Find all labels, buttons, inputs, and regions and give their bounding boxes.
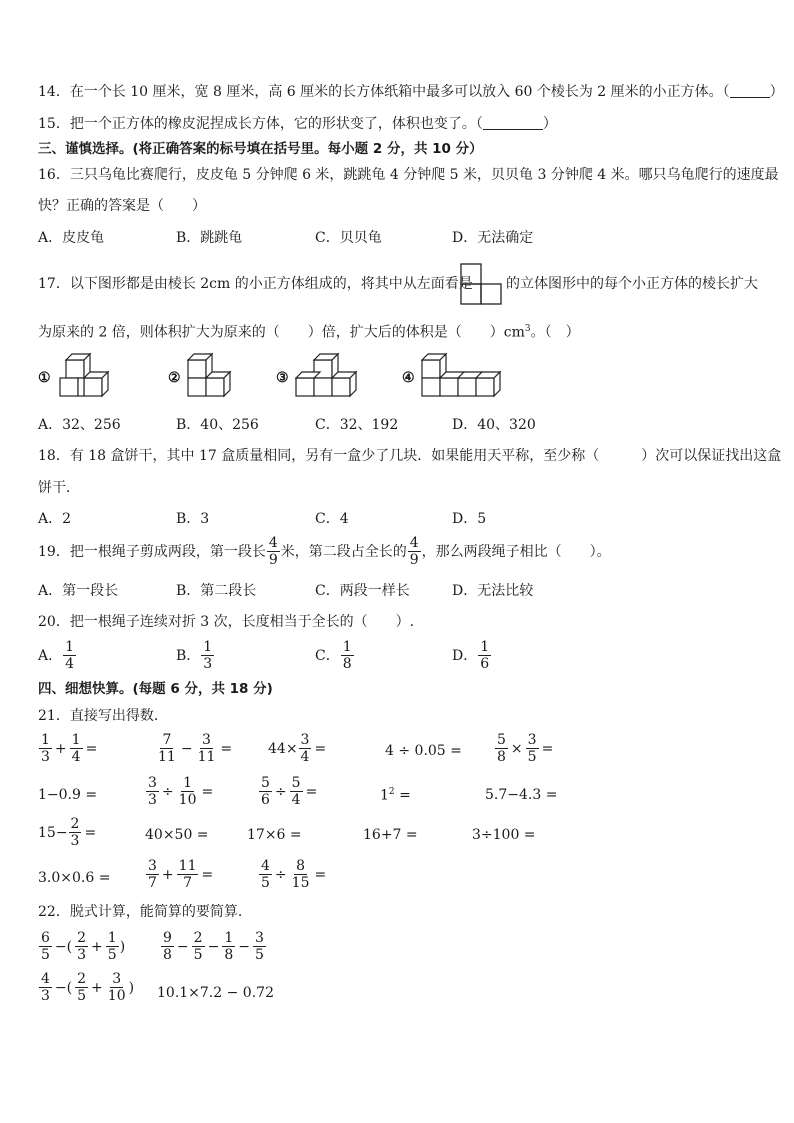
option-d[interactable]: D．无法确定 [452,230,534,246]
question-14-text: 14．在一个长 10 厘米，宽 8 厘米，高 6 厘米的长方体纸箱中最多可以放入 60 个棱长为 2 厘米的小正方体。（ [38,84,730,100]
calc-item: 3.0×0.6 = [38,870,111,886]
option-c[interactable]: C．两段一样长 [315,583,410,599]
option-c[interactable]: C．贝贝龟 [315,230,382,246]
option-c[interactable]: C．32、192 [315,417,399,433]
question-17-line2: 为原来的 2 倍，则体积扩大为原来的（ ）倍，扩大后的体积是（ ）$cm^3$。（ ） [38,324,580,341]
calc-item: 5.7−4.3 = [485,787,558,803]
option-b[interactable]: B．第二段长 [176,583,257,599]
question-17-line1b: 的立体图形中的每个小正方体的棱长扩大 [506,276,758,292]
calc-item: $\frac{3}{3}$ ÷ $\frac{1}{10}$ = [148,775,214,808]
calc-item: 15− $\frac{2}{3}$ = [38,816,97,849]
question-18-line2: 饼干． [38,480,80,496]
section-4-heading: 四、细想快算。(每题 6 分，共 18 分) [38,681,273,697]
figure-2-label: ② [168,370,181,386]
calc-item: 1−0.9 = [38,787,98,803]
figure-4-cubes [418,352,502,402]
calc-expression: $\frac{6}{5}$ −( $\frac{2}{3}$ + $\frac{1}{5}$ ) [41,930,126,963]
option-b[interactable]: B． $\frac{1}{3}$ [176,639,213,672]
calc-item: $\frac{4}{5}$ ÷ $\frac{8}{15}$ = [261,858,327,891]
calc-expression: 10.1×7.2 − 0.72 [157,985,274,1001]
calc-expression: $\frac{4}{3}$ −( $\frac{2}{5}$ + $\frac{3}{10}$ ) [41,971,135,1004]
calc-item: $\frac{5}{6}$ ÷ $\frac{5}{4}$ = [261,775,318,808]
calc-item: $1^2$ = [380,787,411,804]
question-16-line2: 快？正确的答案是（ ） [38,198,206,214]
question-15: 15．把一个正方体的橡皮泥捏成长方体，它的形状变了，体积也变了。（ ） [38,116,557,132]
calc-item: 4 ÷ 0.05 = [385,743,462,759]
calc-item: 40×50 = [145,827,209,843]
question-22-title: 22．脱式计算，能简算的要简算. [38,904,243,920]
calc-item: $\frac{5}{8}$ × $\frac{3}{5}$ = [497,732,554,765]
calc-item: 16+7 = [363,827,418,843]
calc-expression: $\frac{9}{8}$ − $\frac{2}{5}$ − $\frac{1}{8}$ − $\frac{3}{5}$ [163,930,264,963]
question-15-text: 15．把一个正方体的橡皮泥捏成长方体，它的形状变了，体积也变了。（ [38,116,483,132]
question-17-line1a: 17．以下图形都是由棱长 2cm 的小正方体组成的，将其中从左面看是 [38,276,473,292]
option-a[interactable]: A．2 [38,511,72,527]
fraction: $\frac{4}{9}$ [268,535,278,568]
calc-item: 3÷100 = [472,827,536,843]
left-view-figure [460,263,504,305]
option-a[interactable]: A．第一段长 [38,583,119,599]
option-b[interactable]: B．3 [176,511,210,527]
answer-blank[interactable] [483,117,543,130]
figure-4-label: ④ [402,370,415,386]
section-3-heading: 三、谨慎选择。(将正确答案的标号填在括号里。每小题 2 分，共 10 分） [38,141,483,157]
figure-1-label: ① [38,370,51,386]
option-d[interactable]: D．5 [452,511,487,527]
option-a[interactable]: A．32、256 [38,417,121,433]
question-20: 20．把一根绳子连续对折 3 次，长度相当于全长的（ ）. [38,614,415,630]
question-19: 19．把一根绳子剪成两段，第一段长 $\frac{4}{9}$ 米，第二段占全长的 $\frac{4}{9}$ ，那么两段绳子相比（ ）。 [38,535,611,568]
figure-3-label: ③ [276,370,289,386]
calc-item: $\frac{1}{3}$ + $\frac{1}{4}$ = [41,732,98,765]
option-b[interactable]: B．40、256 [176,417,259,433]
calc-item: 17×6 = [247,827,302,843]
option-b[interactable]: B．跳跳龟 [176,230,243,246]
question-18-line1: 18．有 18 盒饼干，其中 17 盒质量相同，另有一盒少了几块．如果能用天平称，至少称（ ）次可以保证找出这盒 [38,448,782,464]
option-a[interactable]: A．皮皮龟 [38,230,105,246]
calc-item: $\frac{7}{11}$ − $\frac{3}{11}$ = [158,732,233,765]
question-16-line1: 16．三只乌龟比赛爬行，皮皮龟 5 分钟爬 6 米，跳跳龟 4 分钟爬 5 米，贝贝龟 3 分钟爬 4 米。哪只乌龟爬行的速度最 [38,167,779,183]
question-21-title: 21．直接写出得数. [38,708,159,724]
figure-1-cubes [54,352,116,402]
question-14: 14．在一个长 10 厘米，宽 8 厘米，高 6 厘米的长方体纸箱中最多可以放入 60 个棱长为 2 厘米的小正方体。（ ） [38,84,784,100]
calc-item: 44× $\frac{3}{4}$ = [268,732,327,765]
option-d[interactable]: D．40、320 [452,417,536,433]
figure-2-cubes [184,352,240,402]
figure-3-cubes [292,352,364,402]
calc-item: $\frac{3}{7}$ + $\frac{11}{7}$ = [148,858,214,891]
answer-blank[interactable] [730,85,770,98]
option-a[interactable]: A． $\frac{1}{4}$ [38,639,75,672]
option-d[interactable]: D．无法比较 [452,583,534,599]
option-c[interactable]: C．4 [315,511,349,527]
fraction: $\frac{4}{9}$ [409,535,419,568]
option-c[interactable]: C． $\frac{1}{8}$ [315,639,352,672]
option-d[interactable]: D． $\frac{1}{6}$ [452,639,490,672]
